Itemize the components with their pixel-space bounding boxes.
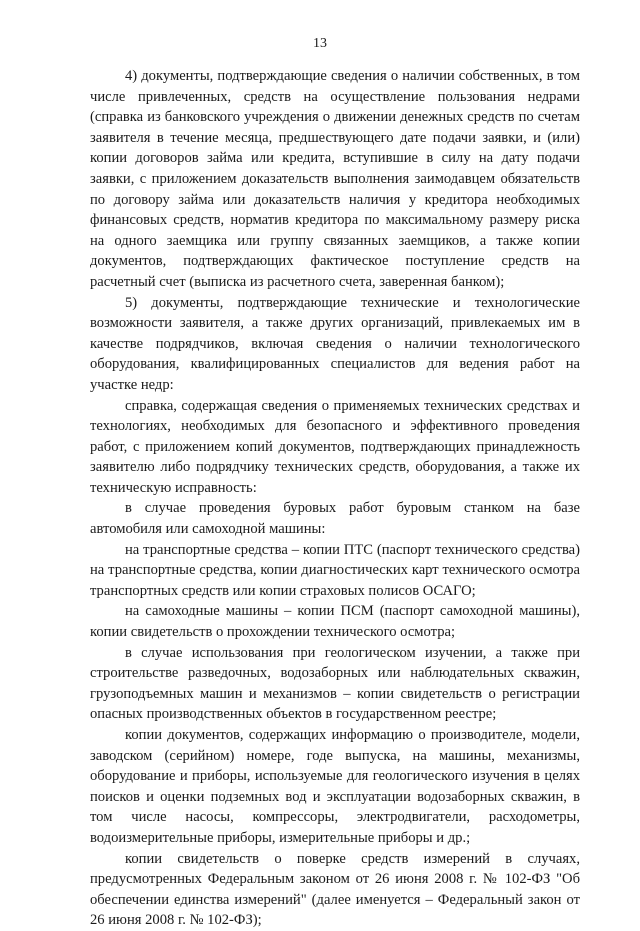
- paragraph-equipment-documents: копии документов, содержащих информацию о производителе, модели, заводском (серийном) номере, годе выпуска, на машины, механизмы, оборудование и приборы, используемые для геологического изучения в целях поисков и оценки подземных вод и эксплуатации водозаборных скважин, в том числе насосы, компрессоры, электродвигатели, расходометры, водоизмерительные приборы, измерительные приборы и др.;: [90, 727, 580, 846]
- paragraph-geological-study-case: в случае использования при геологическом изучении, а также при строительстве разведочных, водозаборных или наблюдательных скважин, грузоподъемных машин и механизмов – копии свидетельств о регистрации опасных производственных объектов в государственном реестре;: [90, 644, 580, 723]
- paragraph-vehicles: на транспортные средства – копии ПТС (паспорт технического средства) на транспортные средства, копии диагностических карт технического осмотра транспортных средств или копии страховых полисов ОСАГО;: [90, 541, 580, 599]
- paragraph-verification-certificates: копии свидетельств о поверке средств измерений в случаях, предусмотренных Федеральным законом от 26 июня 2008 г. № 102-ФЗ "Об обеспечении единства измерений" (далее именуется – Федеральный закон от 26 июня 2008 г. № 102-ФЗ);: [90, 850, 580, 929]
- paragraph-drilling-works-case: в случае проведения буровых работ буровым станком на базе автомобиля или самоходной машины:: [90, 500, 580, 538]
- paragraph-self-propelled-machines: на самоходные машины – копии ПСМ (паспорт самоходной машины), копии свидетельств о прохождении технического осмотра;: [90, 603, 580, 641]
- paragraph-item-4-financial-documents: 4) документы, подтверждающие сведения о наличии собственных, в том числе привлеченных, средств на осуществление пользования недрами (справка из банковского учреждения о движении денежных средств по счетам заявителя в течение месяца, предшествующего дате подачи заявки, и (или) копии договоров займа или кредита, вступившие в силу на дату подачи заявки, с приложением доказательств выполнения заимодавцем обязательств по договору займа или доказательств наличия у кредитора необходимых финансовых средств, норматив кредитора по максимальному размеру риска на одного заемщика или группу связанных заемщиков, а также копии документов, подтверждающих фактическое поступление средств на расчетный счет (выписка из расчетного счета, заверенная банком);: [90, 68, 580, 290]
- page-number: 13: [313, 36, 327, 51]
- document-body: [90, 66, 580, 931]
- paragraph-item-5-technical-documents: 5) документы, подтверждающие технические и технологические возможности заявителя, а также других организаций, привлекаемых им в качестве подрядчиков, включая сведения о наличии технологического оборудования, квалифицированных специалистов для ведения работ на участке недр:: [90, 294, 580, 393]
- paragraph-technical-means-certificate: справка, содержащая сведения о применяемых технических средствах и технологиях, необходимых для безопасного и эффективного проведения работ, с приложением копий документов, подтверждающих принадлежность заявителю либо подрядчику технических средств, оборудования, а также их техническую исправность:: [90, 397, 580, 496]
